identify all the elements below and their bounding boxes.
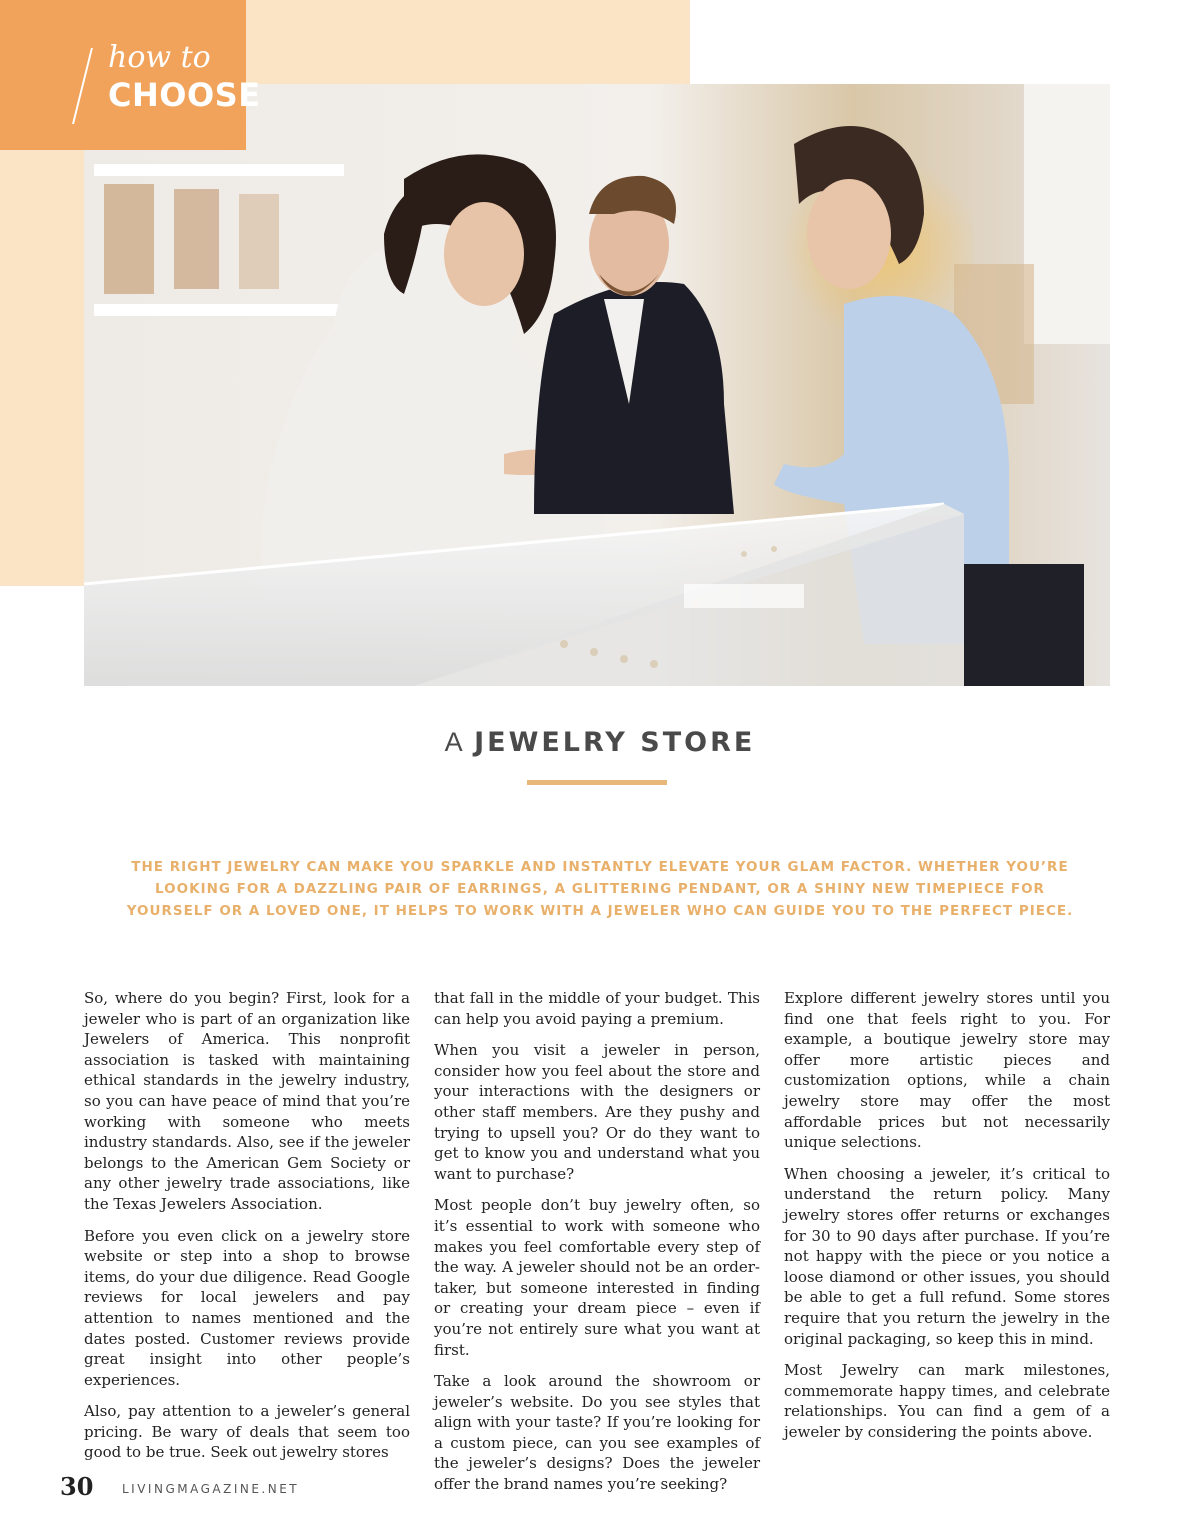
paragraph: Most people don’t buy jewelry often, so it’s essential to work with someone who makes you feel comfortable every step of the way. A jeweler should not be an order-taker, but someone interested in finding or creating your dream piece – even if you’re not entirely sure what you want at first. bbox=[434, 1196, 760, 1359]
paragraph: that fall in the middle of your budget. This can help you avoid paying a premium. bbox=[434, 989, 760, 1028]
article-title bbox=[0, 724, 1200, 761]
section-tab-choose: CHOOSE bbox=[108, 76, 261, 114]
section-tab-how-to: how to bbox=[108, 40, 211, 75]
jewelry-store-photo bbox=[84, 84, 1110, 686]
paragraph: Take a look around the showroom or jeweler’s website. Do you see styles that align with your taste? If you’re looking for a custom piece, can you see examples of the jeweler’s designs? Does the jeweler offer the brand names you’re seeking? bbox=[434, 1372, 760, 1494]
paragraph: When you visit a jeweler in person, consider how you feel about the store and your interactions with the designers or other staff members. Are they pushy and trying to upsell you? Or do they want to get to know you and understand what you want to purchase? bbox=[434, 1041, 760, 1183]
article-title-main: JEWELRY STORE bbox=[474, 727, 756, 758]
section-tab bbox=[0, 0, 261, 150]
slash-divider bbox=[72, 48, 93, 124]
page-number: 30 bbox=[60, 1472, 94, 1501]
title-underline bbox=[527, 780, 667, 785]
paragraph: Also, pay attention to a jeweler’s general pricing. Be wary of deals that seem too good to be true. Seek out jewelry stores bbox=[84, 1402, 410, 1462]
text-column-3 bbox=[784, 988, 1110, 1453]
paragraph: When choosing a jeweler, it’s critical to understand the return policy. Many jewelry stores offer returns or exchanges for 30 to 90 days after purchase. If you’re not happy with the piece or you notice a loose diamond or other issues, you should be able to get a full refund. Some stores require that you return the jewelry in the original packaging, so keep this in mind. bbox=[784, 1164, 1110, 1348]
paragraph: Before you even click on a jewelry store website or step into a shop to browse items, do your due diligence. Read Google reviews for local jewelers and pay attention to names mentioned and the dates posted. Customer reviews provide great insight into other people’s experiences. bbox=[84, 1226, 410, 1389]
paragraph: Most Jewelry can mark milestones, commemorate happy times, and celebrate relationships. You can find a gem of a jeweler by considering the points above. bbox=[784, 1361, 1110, 1441]
peach-background-side bbox=[0, 84, 84, 586]
text-column-1 bbox=[84, 988, 410, 1474]
paragraph: So, where do you begin? First, look for a jeweler who is part of an organization like Jewelers of America. This nonprofit association is tasked with maintaining ethical standards in the jewelry industry, so you can have peace of mind that you’re working with someone who meets industry standards. Also, see if the jeweler belongs to the American Gem Society or any other jewelry trade associations, like the Texas Jewelers Association. bbox=[84, 989, 410, 1213]
intro-deck: THE RIGHT JEWELRY CAN MAKE YOU SPARKLE AND INSTANTLY ELEVATE YOUR GLAM FACTOR. WHETHER YOU’RE LOOKING FOR A DAZZLING PAIR OF EARRINGS, A GLITTERING PENDANT, OR A SHINY NEW TIMEPIECE FOR YOURSELF OR A LOVED ONE, IT HELPS TO WORK WITH A JEWELER WHO CAN GUIDE YOU TO THE PERFECT PIECE. bbox=[126, 859, 1074, 919]
footer-website: LIVINGMAGAZINE.NET bbox=[122, 1482, 300, 1496]
paragraph: Explore different jewelry stores until you find one that feels right to you. For example, a boutique jewelry store may offer more artistic pieces and customization options, while a chain jewelry store may offer the most affordable prices but not necessarily unique selections. bbox=[784, 989, 1110, 1152]
article-title-prefix: A bbox=[444, 727, 465, 757]
text-column-2 bbox=[434, 988, 760, 1506]
